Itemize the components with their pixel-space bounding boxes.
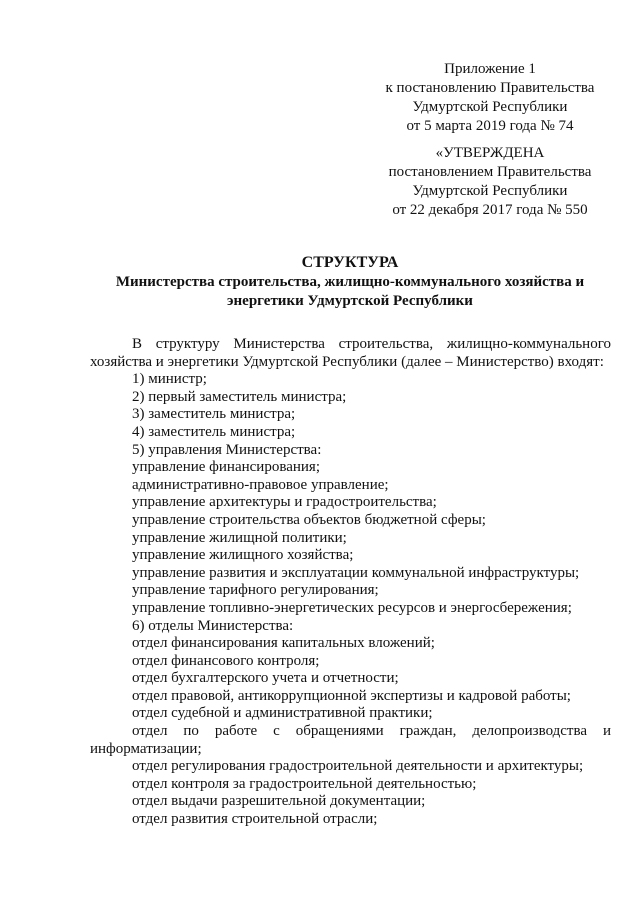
list-item: отдел контроля за градостроительной деятельностью; [132,775,477,792]
list-item: административно-правовое управление; [132,476,389,493]
list-item: 6) отделы Министерства: [132,617,294,634]
list-item: отдел бухгалтерского учета и отчетности; [132,670,399,687]
approved-line-1: «УТВЕРЖДЕНА [435,145,545,161]
list-item: 5) управления Министерства: [132,441,322,458]
approved-line-2: постановлением Правительства [388,164,592,180]
appendix-line-2: к постановлению Правительства [385,80,595,96]
list-item: отдел финансирования капитальных вложений; [132,635,435,652]
list-item-wrapped: отдел по работе с обращениями граждан, делопроизводства и информатизации; [90,723,611,757]
approved-line-4: от 22 декабря 2017 года № 550 [392,202,588,218]
approved-line-3: Удмуртской Республики [412,183,568,199]
appendix-header [370,60,610,136]
list-item: управление жилищной политики; [132,529,347,546]
list-item: управление архитектуры и градостроительства; [132,494,437,511]
document-body [90,336,611,829]
title-sub-line-2: энергетики Удмуртской Республики [227,293,473,309]
document-title [90,253,610,311]
list-item: отдел судебной и административной практики; [132,705,433,722]
list-item: управление финансирования; [132,459,320,476]
approval-stamp-text [370,144,610,220]
list-item: 1) министр; [132,371,207,388]
list-item: управление строительства объектов бюджетной сферы; [132,511,486,528]
list-item: отдел правовой, антикоррупционной экспертизы и кадровой работы; [132,687,571,704]
intro-paragraph: В структуру Министерства строительства, жилищно-коммунального хозяйства и энергетики Удмуртской Республики (далее – Министерство) входят: [90,336,611,370]
title-sub-line-1: Министерства строительства, жилищно-коммунального хозяйства и [115,274,585,290]
title-main: СТРУКТУРА [301,254,399,271]
list-item: отдел развития строительной отрасли; [132,811,378,828]
appendix-line-4: от 5 марта 2019 года № 74 [406,118,574,134]
list-item: 3) заместитель министра; [132,406,296,423]
list-item: отдел финансового контроля; [132,652,320,669]
list-item: 2) первый заместитель министра; [132,388,347,405]
list-item: отдел регулирования градостроительной деятельности и архитектуры; [132,758,584,775]
list-item: управление развития и эксплуатации коммунальной инфраструктуры; [132,564,580,581]
list-item: управление жилищного хозяйства; [132,547,354,564]
list-item: управление тарифного регулирования; [132,582,379,599]
appendix-line-1: Приложение 1 [444,61,536,77]
appendix-line-3: Удмуртской Республики [412,99,568,115]
list-item: управление топливно-энергетических ресурсов и энергосбережения; [132,599,572,616]
list-item: отдел выдачи разрешительной документации; [132,793,426,810]
list-item: 4) заместитель министра; [132,423,296,440]
